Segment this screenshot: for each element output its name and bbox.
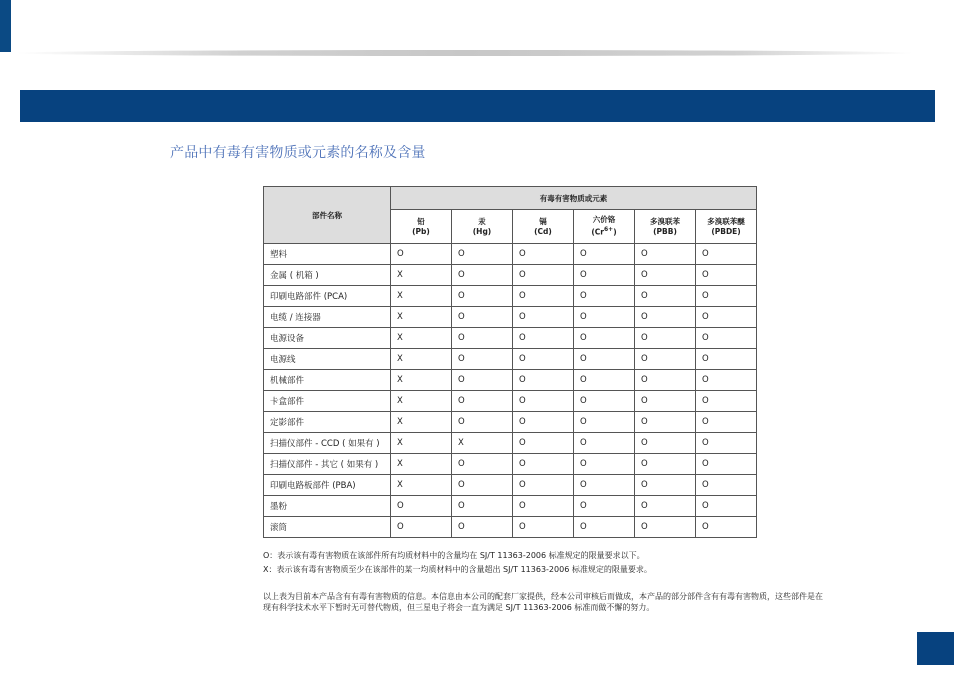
table-row: [264, 496, 757, 517]
substance-value-cell: O: [452, 244, 513, 265]
substance-value-cell: O: [513, 349, 574, 370]
substance-value-cell: O: [452, 475, 513, 496]
substance-value-cell: O: [696, 286, 757, 307]
substance-value-cell: O: [635, 475, 696, 496]
substance-value-cell: O: [696, 496, 757, 517]
part-name-cell: 金属 ( 机箱 ): [264, 265, 391, 286]
part-name-cell: 扫描仪部件 - CCD ( 如果有 ): [264, 433, 391, 454]
substance-value-cell: O: [513, 328, 574, 349]
substance-value-cell: O: [635, 496, 696, 517]
note-o: O：表示该有毒有害物质在该部件所有均质材料中的含量均在 SJ/T 11363-2006 标准规定的限量要求以下。: [263, 551, 645, 560]
substance-value-cell: O: [635, 349, 696, 370]
legend-notes: [263, 549, 823, 577]
note-x: X：表示该有毒有害物质至少在该部件的某一均质材料中的含量超出 SJ/T 11363-2006 标准规定的限量要求。: [263, 565, 652, 574]
substance-value-cell: O: [391, 517, 452, 538]
substance-value-cell: X: [391, 412, 452, 433]
substance-value-cell: O: [574, 328, 635, 349]
substance-value-cell: X: [391, 475, 452, 496]
part-name-cell: 扫描仪部件 - 其它 ( 如果有 ): [264, 454, 391, 475]
substance-value-cell: X: [391, 307, 452, 328]
table-row: [264, 328, 757, 349]
part-name-cell: 机械部件: [264, 370, 391, 391]
disclaimer-text: 以上表为目前本产品含有有毒有害物质的信息。本信息由本公司的配套厂家提供，经本公司审核后而做成，本产品的部分部件含有有毒有害物质，这些部件是在现有科学技术水平下暂时无可替代物质，但三星电子将会一直为满足 SJ/T 11363-2006 标准而做不懈的努力。: [263, 592, 823, 612]
substance-value-cell: O: [513, 244, 574, 265]
substance-header: 多溴联苯醚 (PBDE): [696, 210, 757, 244]
substance-value-cell: O: [696, 328, 757, 349]
substance-value-cell: O: [574, 475, 635, 496]
substance-value-cell: O: [635, 454, 696, 475]
table-body: [264, 244, 757, 538]
table-row: [264, 349, 757, 370]
part-name-cell: 电缆 / 连接器: [264, 307, 391, 328]
part-name-cell: 电源线: [264, 349, 391, 370]
part-name-cell: 卡盒部件: [264, 391, 391, 412]
substance-value-cell: O: [635, 391, 696, 412]
substance-value-cell: O: [635, 286, 696, 307]
substance-value-cell: O: [452, 265, 513, 286]
substance-value-cell: O: [513, 265, 574, 286]
substance-value-cell: O: [696, 265, 757, 286]
substance-value-cell: O: [391, 244, 452, 265]
substance-value-cell: X: [391, 454, 452, 475]
substance-value-cell: O: [574, 349, 635, 370]
substance-value-cell: X: [452, 433, 513, 454]
substance-value-cell: O: [513, 433, 574, 454]
substance-value-cell: O: [635, 244, 696, 265]
substance-value-cell: O: [635, 307, 696, 328]
substance-value-cell: O: [574, 244, 635, 265]
page-heading: 产品中有毒有害物质或元素的名称及含量: [170, 145, 426, 161]
substance-value-cell: O: [696, 244, 757, 265]
section-title-bar: [20, 90, 935, 122]
substance-value-cell: O: [452, 349, 513, 370]
left-accent-bar: [0, 0, 11, 52]
substance-value-cell: O: [513, 412, 574, 433]
part-name-cell: 电源设备: [264, 328, 391, 349]
substance-value-cell: O: [696, 307, 757, 328]
substance-header: 多溴联苯 (PBB): [635, 210, 696, 244]
part-name-cell: 印刷电路板部件 (PBA): [264, 475, 391, 496]
substance-value-cell: O: [696, 349, 757, 370]
substance-value-cell: O: [513, 391, 574, 412]
substance-value-cell: X: [391, 391, 452, 412]
part-name-cell: 滚筒: [264, 517, 391, 538]
substance-value-cell: O: [696, 412, 757, 433]
substance-value-cell: O: [696, 391, 757, 412]
part-name-cell: 墨粉: [264, 496, 391, 517]
substance-value-cell: O: [696, 517, 757, 538]
header-divider: [14, 50, 914, 56]
table-row: [264, 265, 757, 286]
substance-value-cell: O: [696, 475, 757, 496]
hazardous-substance-table: [263, 186, 757, 538]
substance-value-cell: O: [452, 412, 513, 433]
substance-value-cell: O: [513, 307, 574, 328]
table-row: [264, 412, 757, 433]
substance-value-cell: O: [574, 370, 635, 391]
substance-header: 镉 (Cd): [513, 210, 574, 244]
substance-group-header: 有毒有害物质或元素: [391, 187, 757, 210]
part-name-cell: 塑料: [264, 244, 391, 265]
substance-value-cell: O: [452, 286, 513, 307]
substance-header: 六价铬 $(Cr^{6+})$: [574, 210, 635, 244]
substance-value-cell: O: [574, 496, 635, 517]
substance-value-cell: X: [391, 286, 452, 307]
substance-value-cell: O: [635, 517, 696, 538]
substance-value-cell: O: [574, 454, 635, 475]
part-name-cell: 定影部件: [264, 412, 391, 433]
substance-value-cell: O: [452, 328, 513, 349]
substance-value-cell: O: [574, 307, 635, 328]
substance-value-cell: O: [513, 370, 574, 391]
substance-value-cell: X: [391, 370, 452, 391]
table-row: [264, 286, 757, 307]
substance-value-cell: O: [574, 391, 635, 412]
table-row: [264, 391, 757, 412]
substance-value-cell: O: [513, 496, 574, 517]
substance-value-cell: O: [696, 433, 757, 454]
substance-value-cell: O: [574, 286, 635, 307]
substance-value-cell: O: [513, 517, 574, 538]
substance-value-cell: O: [635, 370, 696, 391]
page-number-box: [917, 632, 954, 665]
substance-value-cell: O: [452, 307, 513, 328]
substance-value-cell: O: [574, 412, 635, 433]
substance-value-cell: X: [391, 265, 452, 286]
substance-value-cell: O: [513, 286, 574, 307]
substance-value-cell: O: [452, 391, 513, 412]
substance-value-cell: O: [391, 496, 452, 517]
substance-value-cell: O: [696, 454, 757, 475]
table-row: [264, 454, 757, 475]
table-row: [264, 475, 757, 496]
substance-value-cell: O: [452, 517, 513, 538]
substance-value-cell: O: [574, 433, 635, 454]
substance-value-cell: O: [635, 328, 696, 349]
part-name-header: 部件名称: [264, 187, 391, 244]
table-row: [264, 433, 757, 454]
substance-value-cell: O: [635, 433, 696, 454]
substance-value-cell: X: [391, 349, 452, 370]
substance-value-cell: X: [391, 433, 452, 454]
table-row: [264, 370, 757, 391]
table-row: [264, 307, 757, 328]
substance-value-cell: O: [513, 454, 574, 475]
substance-value-cell: O: [452, 496, 513, 517]
substance-value-cell: O: [513, 475, 574, 496]
substance-header: 铅 (Pb): [391, 210, 452, 244]
substance-value-cell: O: [635, 412, 696, 433]
substance-value-cell: X: [391, 328, 452, 349]
substance-value-cell: O: [452, 370, 513, 391]
substance-value-cell: O: [452, 454, 513, 475]
substance-value-cell: O: [574, 517, 635, 538]
substance-value-cell: O: [696, 370, 757, 391]
table-row: [264, 517, 757, 538]
substance-header: 汞 (Hg): [452, 210, 513, 244]
table-row: [264, 244, 757, 265]
substance-value-cell: O: [635, 265, 696, 286]
part-name-cell: 印刷电路部件 (PCA): [264, 286, 391, 307]
substance-value-cell: O: [574, 265, 635, 286]
